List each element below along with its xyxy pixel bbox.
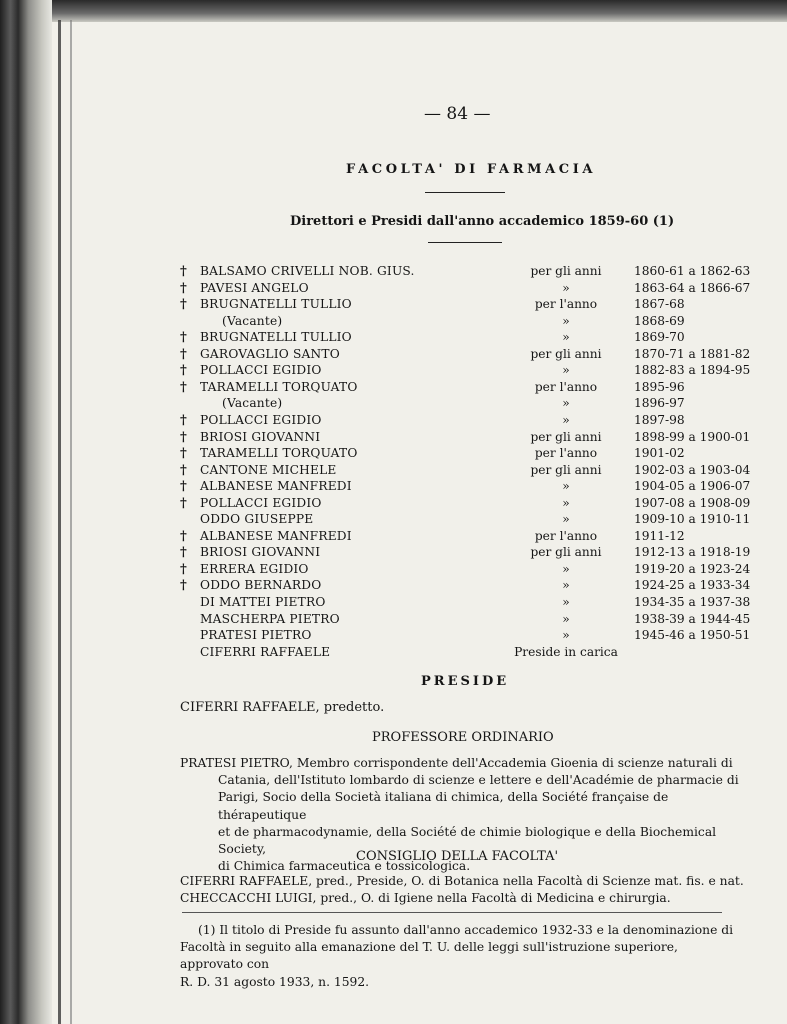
director-name: TARAMELLI TORQUATO <box>200 446 358 461</box>
deceased-cross-icon: † <box>180 479 187 495</box>
director-row <box>180 463 780 479</box>
consiglio-paragraph <box>180 873 750 907</box>
deceased-cross-icon: † <box>180 297 187 313</box>
director-period-type: » <box>562 313 570 328</box>
director-period-type: » <box>562 578 570 593</box>
deceased-cross-icon: † <box>180 545 187 561</box>
director-years: 1902-03 a 1903-04 <box>634 462 751 477</box>
director-years: 1924-25 a 1933-34 <box>634 578 751 593</box>
director-row <box>180 446 780 462</box>
director-years: 1897-98 <box>634 412 685 427</box>
director-name: POLLACCI EGIDIO <box>200 495 322 510</box>
footnote <box>180 922 740 991</box>
director-row <box>180 562 780 578</box>
director-period-type: » <box>562 595 570 609</box>
director-row <box>180 330 780 346</box>
director-name: (Vacante) <box>222 396 283 411</box>
director-years: 1934-35 a 1937-38 <box>634 595 751 609</box>
director-period-type: per l'anno <box>534 379 598 394</box>
deceased-cross-icon: † <box>180 379 187 395</box>
director-row <box>180 430 780 446</box>
director-row <box>180 529 780 545</box>
ordinario-heading: PROFESSORE ORDINARIO <box>372 730 554 745</box>
ordinario-line: Parigi, Socio della Società italiana di chimica, della Société française de thérapeutique <box>218 790 669 822</box>
faculty-title: FACOLTA' DI FARMACIA <box>346 162 597 177</box>
director-years: 1867-68 <box>634 297 685 312</box>
ordinario-line: di Chimica farmaceutica e tossicologica. <box>218 859 471 874</box>
director-period-type: » <box>562 495 570 510</box>
deceased-cross-icon: † <box>180 446 187 462</box>
director-name: PRATESI PIETRO <box>200 628 312 643</box>
director-period-type: per gli anni <box>530 429 602 444</box>
deceased-cross-icon: † <box>180 462 187 478</box>
consiglio-heading: CONSIGLIO DELLA FACOLTA' <box>356 849 559 864</box>
director-period-type: per l'anno <box>534 297 598 312</box>
director-row <box>180 297 780 313</box>
director-row <box>180 645 780 661</box>
director-years: 1907-08 a 1908-09 <box>634 495 751 510</box>
director-name: ODDO BERNARDO <box>200 578 322 593</box>
director-period-type: » <box>562 396 570 411</box>
director-row <box>180 413 780 429</box>
director-name: ALBANESE MANFREDI <box>200 528 352 543</box>
director-period-type: per l'anno <box>534 446 598 461</box>
footnote-line: Facoltà in seguito alla emanazione del T. U. delle leggi sull'istruzione superiore, approvato con <box>180 940 678 972</box>
director-period-type: » <box>562 330 570 345</box>
subtitle-divider <box>428 242 502 243</box>
ordinario-line: Catania, dell'Istituto lombardo di scienze e lettere e dell'Académie de pharmacie di <box>218 773 739 788</box>
scan-binding-line <box>58 20 61 1024</box>
director-name: ERRERA EGIDIO <box>200 561 309 576</box>
director-row <box>180 396 780 412</box>
deceased-cross-icon: † <box>180 561 187 577</box>
director-row <box>180 380 780 396</box>
director-years: 1909-10 a 1910-11 <box>634 512 751 527</box>
director-name: CANTONE MICHELE <box>200 462 337 477</box>
director-period-type: per gli anni <box>530 264 602 278</box>
footnote-line: R. D. 31 agosto 1933, n. 1592. <box>180 974 370 989</box>
director-name: POLLACCI EGIDIO <box>200 363 322 378</box>
director-period-type: per gli anni <box>530 346 602 361</box>
deceased-cross-icon: † <box>180 330 187 346</box>
director-years: 1870-71 a 1881-82 <box>634 346 751 361</box>
director-row <box>180 612 780 628</box>
director-years: 1898-99 a 1900-01 <box>634 429 751 444</box>
director-years: 1868-69 <box>634 313 685 328</box>
director-period-type: » <box>562 512 570 527</box>
director-period-type: per gli anni <box>530 545 602 560</box>
director-row <box>180 479 780 495</box>
scan-top-border <box>0 0 787 22</box>
director-name: POLLACCI EGIDIO <box>200 412 322 427</box>
director-name: BRUGNATELLI TULLIO <box>200 330 352 345</box>
director-years: 1869-70 <box>634 330 685 345</box>
director-period-type: per l'anno <box>534 528 598 543</box>
director-period-type: » <box>562 412 570 427</box>
director-row <box>180 363 780 379</box>
director-years: 1882-83 a 1894-95 <box>634 363 751 378</box>
director-row <box>180 314 780 330</box>
director-row <box>180 496 780 512</box>
preside-text: CIFERRI RAFFAELE, predetto. <box>180 700 385 715</box>
director-name: DI MATTEI PIETRO <box>200 595 326 609</box>
director-period-type: » <box>562 628 570 643</box>
director-years: 1901-02 <box>634 446 685 461</box>
director-name: MASCHERPA PIETRO <box>200 611 340 626</box>
deceased-cross-icon: † <box>180 346 187 362</box>
ordinario-line: PRATESI PIETRO, Membro corrispondente dell'Accademia Gioenia di scienze naturali di <box>180 756 733 770</box>
title-divider <box>425 192 505 193</box>
director-name: BRIOSI GIOVANNI <box>200 545 321 560</box>
directors-heading: Direttori e Presidi dall'anno accademico 1859-60 (1) <box>290 214 675 229</box>
consiglio-line: CIFERRI RAFFAELE, pred., Preside, O. di Botanica nella Facoltà di Scienze mat. fis. e nat. <box>180 874 744 888</box>
director-period-type: per gli anni <box>530 462 602 477</box>
director-years: 1945-46 a 1950-51 <box>634 628 751 643</box>
director-years: 1863-64 a 1866-67 <box>634 280 751 295</box>
director-row <box>180 628 780 644</box>
deceased-cross-icon: † <box>180 495 187 511</box>
director-period-type: » <box>562 280 570 295</box>
director-years: 1860-61 a 1862-63 <box>634 264 751 278</box>
director-row <box>180 281 780 297</box>
director-name: BRUGNATELLI TULLIO <box>200 297 352 312</box>
director-name: CIFERRI RAFFAELE <box>200 644 331 659</box>
director-name: PAVESI ANGELO <box>200 280 309 295</box>
footnote-line: (1) Il titolo di Preside fu assunto dall'anno accademico 1932-33 e la denominazione di <box>198 923 734 937</box>
director-row <box>180 578 780 594</box>
scan-binding-line <box>70 20 72 1024</box>
deceased-cross-icon: † <box>180 412 187 428</box>
director-period-type: » <box>562 611 570 626</box>
director-row <box>180 264 780 280</box>
deceased-cross-icon: † <box>180 578 187 594</box>
director-name: BRIOSI GIOVANNI <box>200 429 321 444</box>
director-name: ALBANESE MANFREDI <box>200 479 352 494</box>
director-name: (Vacante) <box>222 313 283 328</box>
director-row <box>180 347 780 363</box>
director-years: 1912-13 a 1918-19 <box>634 545 751 560</box>
director-years: 1919-20 a 1923-24 <box>634 561 751 576</box>
director-years: 1896-97 <box>634 396 685 411</box>
director-period-type: » <box>562 561 570 576</box>
director-years: 1911-12 <box>634 528 685 543</box>
director-period-type: » <box>562 363 570 378</box>
ordinario-line: et de pharmacodynamie, della Société de chimie biologique e della Biochemical Society, <box>218 824 717 857</box>
deceased-cross-icon: † <box>180 280 187 296</box>
director-row <box>180 512 780 528</box>
director-period-type: » <box>562 479 570 494</box>
page-number: — 84 — <box>424 104 491 124</box>
director-years: 1938-39 a 1944-45 <box>634 611 751 626</box>
director-years: 1895-96 <box>634 379 685 394</box>
director-name: GAROVAGLIO SANTO <box>200 346 340 361</box>
director-name: TARAMELLI TORQUATO <box>200 379 358 394</box>
director-row <box>180 595 780 611</box>
footnote-divider <box>182 912 722 913</box>
deceased-cross-icon: † <box>180 429 187 445</box>
director-years: 1904-05 a 1906-07 <box>634 479 751 494</box>
scan-binding-edge <box>0 0 52 1024</box>
consiglio-line: CHECCACCHI LUIGI, pred., O. di Igiene nella Facoltà di Medicina e chirurgia. <box>180 891 671 906</box>
preside-heading: PRESIDE <box>421 674 510 689</box>
director-row <box>180 545 780 561</box>
deceased-cross-icon: † <box>180 528 187 544</box>
director-period-type: Preside in carica <box>514 644 618 659</box>
deceased-cross-icon: † <box>180 363 187 379</box>
deceased-cross-icon: † <box>180 264 187 279</box>
director-name: BALSAMO CRIVELLI NOB. GIUS. <box>200 264 415 278</box>
director-name: ODDO GIUSEPPE <box>200 512 314 527</box>
